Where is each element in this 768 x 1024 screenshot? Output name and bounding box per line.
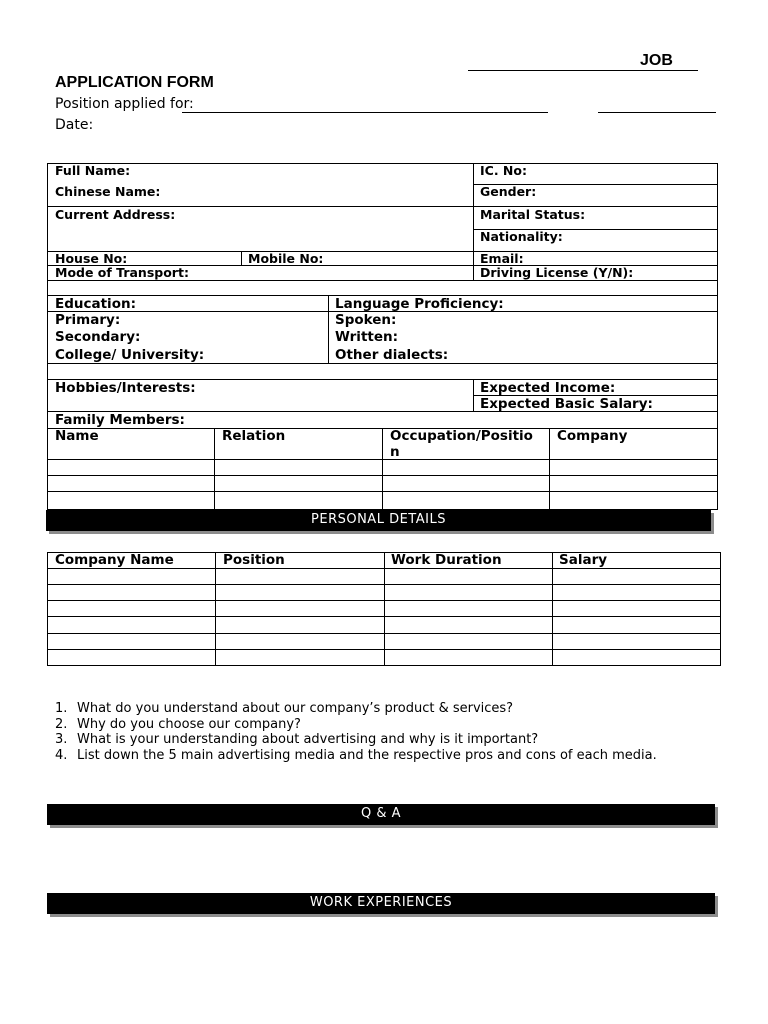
date-label: Date: bbox=[55, 117, 94, 133]
list-item: 2. Why do you choose our company? bbox=[55, 716, 301, 732]
questions-list bbox=[55, 701, 657, 763]
education-label: Education: bbox=[55, 296, 136, 312]
other-dialects-label: Other dialects: bbox=[335, 347, 449, 363]
family-col-company: Company bbox=[557, 428, 628, 444]
expected-income-label: Expected Income: bbox=[480, 380, 616, 396]
work-col-position: Position bbox=[223, 552, 285, 568]
ic-no-label: IC. No: bbox=[480, 163, 527, 178]
mode-of-transport-label: Mode of Transport: bbox=[55, 265, 189, 280]
family-col-occupation-wrap: n bbox=[390, 444, 400, 460]
house-no-label: House No: bbox=[55, 251, 128, 266]
position-applied-label: Position applied for: bbox=[55, 96, 194, 112]
list-item: 1. What do you understand about our company’s product & services? bbox=[55, 701, 514, 716]
written-label: Written: bbox=[335, 329, 399, 345]
personal-details-bar: PERSONAL DETAILS bbox=[46, 510, 711, 531]
work-col-work-duration: Work Duration bbox=[391, 552, 502, 568]
family-col-relation: Relation bbox=[222, 428, 286, 444]
work-col-company-name: Company Name bbox=[55, 552, 174, 568]
job-underline bbox=[468, 70, 698, 71]
work-col-salary: Salary bbox=[559, 552, 608, 568]
family-members-label: Family Members: bbox=[55, 412, 185, 428]
position-applied-field[interactable] bbox=[182, 112, 548, 113]
form-title: APPLICATION FORM bbox=[55, 74, 214, 91]
position-applied-field-2[interactable] bbox=[598, 112, 716, 113]
list-item: 3. What is your understanding about advertising and why is it important? bbox=[55, 732, 539, 747]
family-col-occupation: Occupation/Positio bbox=[390, 428, 533, 444]
secondary-label: Secondary: bbox=[55, 329, 141, 345]
nationality-label: Nationality: bbox=[480, 229, 563, 244]
family-col-name: Name bbox=[55, 428, 99, 444]
college-label: College/ University: bbox=[55, 347, 205, 363]
expected-basic-salary-label: Expected Basic Salary: bbox=[480, 396, 653, 412]
driving-license-label: Driving License (Y/N): bbox=[480, 265, 634, 280]
hobbies-label: Hobbies/Interests: bbox=[55, 380, 196, 396]
spoken-label: Spoken: bbox=[335, 312, 397, 328]
language-proficiency-label: Language Proficiency: bbox=[335, 296, 504, 312]
work-experiences-bar: WORK EXPERIENCES bbox=[47, 893, 715, 914]
current-address-label: Current Address: bbox=[55, 207, 176, 222]
gender-label: Gender: bbox=[480, 184, 537, 199]
job-label: JOB bbox=[640, 52, 673, 69]
email-label: Email: bbox=[480, 251, 524, 266]
list-item: 4. List down the 5 main advertising media and the respective pros and cons of each media. bbox=[55, 747, 657, 763]
marital-status-label: Marital Status: bbox=[480, 207, 586, 222]
primary-label: Primary: bbox=[55, 312, 121, 328]
qa-bar: Q & A bbox=[47, 804, 715, 825]
full-name-label: Full Name: bbox=[55, 163, 131, 178]
chinese-name-label: Chinese Name: bbox=[55, 184, 161, 199]
mobile-no-label: Mobile No: bbox=[248, 251, 324, 266]
